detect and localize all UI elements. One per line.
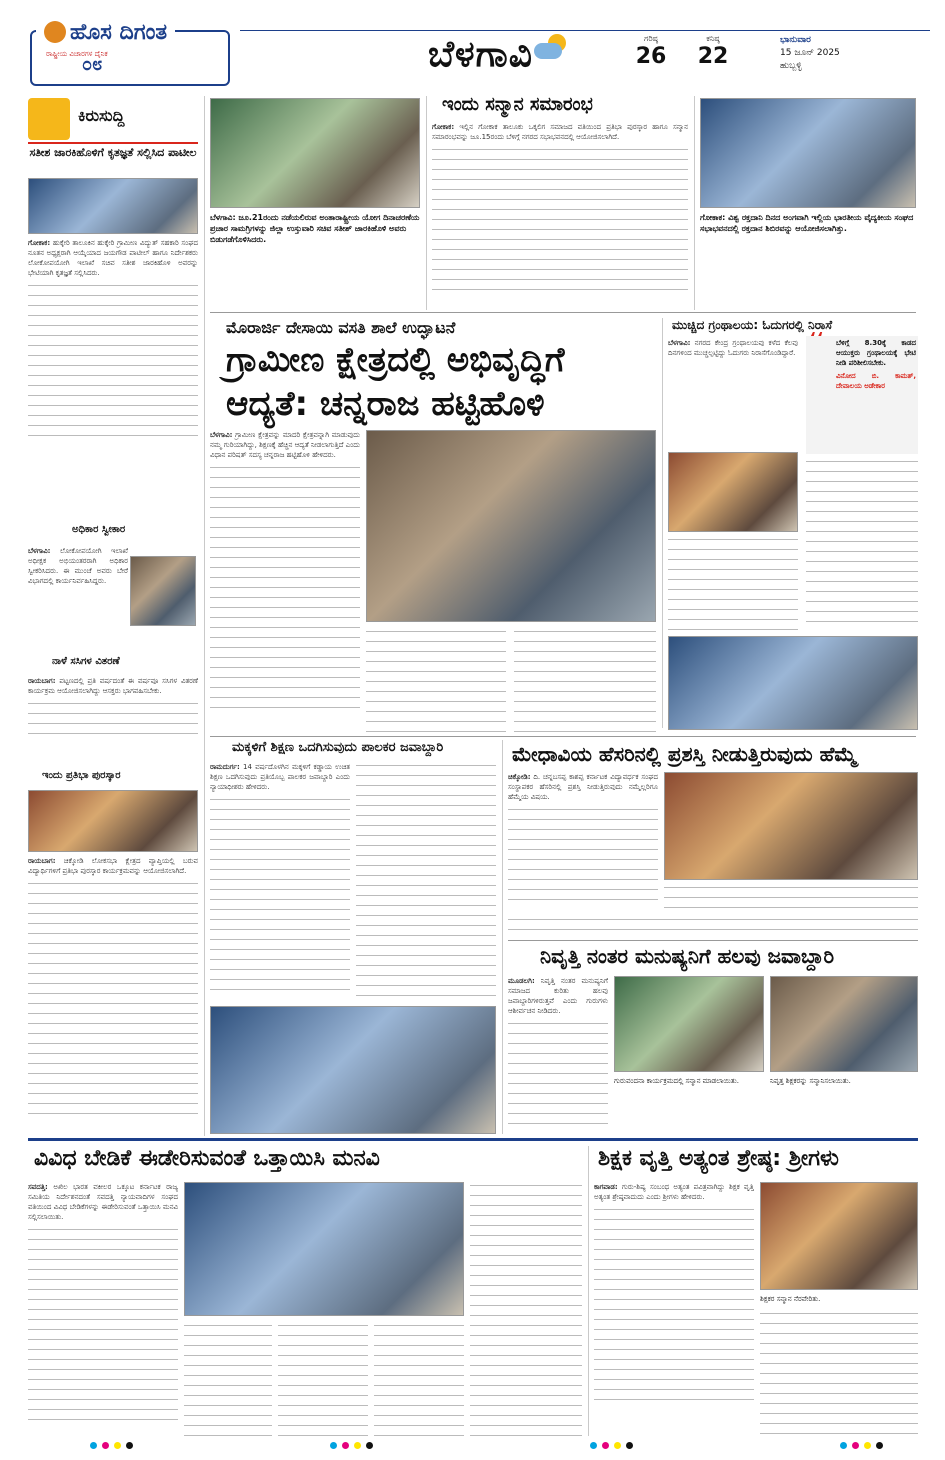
kirusuddi-header: ಕಿರುಸುದ್ದಿ (28, 98, 178, 138)
story4-headline: ಇಂದು ಪ್ರತಿಭಾ ಪುರಸ್ಕಾರ (42, 770, 121, 781)
retire-body-col1: ಮೂಡಲಗಿ: ನಿವೃತ್ತಿ ನಂತರ ಮನುಷ್ಯನಿಗೆ ಸಮಾಜದ ಕುರಿತು ಹಲವು ಜವಾಬ್ದಾರಿಗಳಿರುತ್ತವೆ ಎಂದು ಗುರುಗಳು ಆಶೀರ್ವಚನ ನೀಡಿದರು. (508, 976, 608, 1132)
library-headline: ಮುಚ್ಚಿದ ಗ್ರಂಥಾಲಯ: ಓದುಗರಲ್ಲಿ ನಿರಾಸೆ (672, 318, 833, 332)
lead-headline-1: ಗ್ರಾಮೀಣ ಕ್ಷೇತ್ರದಲ್ಲಿ ಅಭಿವೃದ್ಧಿಗೆ (226, 340, 565, 380)
medhavi-body: ಚಿಕ್ಕೋಡಿ: ದಿ. ಚನ್ನಬಸಪ್ಪ ಕಾಶಪ್ಪ ಕರ್ನಾಟಕ ವಿದ್ಯಾವರ್ಧಕ ಸಂಘದ ಸಂಸ್ಥಾಪಕರ ಹೆಸರಿನಲ್ಲಿ ಪ್ರಶಸ್ತಿ ನೀಡುತ್ತಿರುವುದು ನಮ್ಮೆಲ್ಲರಿಗೂ ಹೆಮ್ಮೆಯ ವಿಷಯ. (508, 772, 658, 912)
education-headline: ಮಕ್ಕಳಿಗೆ ಶಿಕ್ಷಣ ಒದಗಿಸುವುದು ಪಾಲಕರ ಜವಾಬ್ದಾರಿ (232, 740, 444, 755)
demand-photo (184, 1182, 464, 1316)
emblem-icon (44, 21, 66, 43)
demand-body-col1: ಸವದತ್ತಿ: ಅಖಿಲ ಭಾರತ ವಕೀಲರ ಒಕ್ಕೂಟ ಕರ್ನಾಟಕ ರಾಜ್ಯ ಸಮಿತಿಯ ನಿರ್ದೇಶನದಂತೆ ಸವದತ್ತಿ ನ್ಯಾಯವಾದಿಗಳ ಸಂಘದ ವತಿಯಿಂದ ವಿವಿಧ ಬೇಡಿಕೆಗಳನ್ನು ಈಡೇರಿಸುವಂತೆ ಒತ್ತಾಯಿಸಿ ಮನವಿ ಸಲ್ಲಿಸಲಾಯಿತು. (28, 1182, 178, 1436)
teacher-photo (760, 1182, 918, 1290)
story4-photo (28, 790, 198, 852)
story1-body: ಗೋಕಾಕ: ಹುಕ್ಕೇರಿ ತಾಲೂಕಿನ ಹುಕ್ಕೇರಿ ಗ್ರಾಮೀಣ ವಿದ್ಯುತ್ ಸಹಕಾರಿ ಸಂಘದ ನೂತನ ಅಧ್ಯಕ್ಷರಾಗಿ ಆಯ್ಕೆಯಾದ ಜಯಗೌಡ ಪಾಟೀಲ್ ಹಾಗೂ ನಿರ್ದೇಶಕರು ಲೋಕೋಪಯೋಗಿ ಇಲಾಖೆ ಸಚಿವ ಸತೀಶ ಜಾರಕಿಹೊಳಿ ಅವರನ್ನು ಭೇಟಿಯಾಗಿ ಕೃತಜ್ಞತೆ ಸಲ್ಲಿಸಿದರು. (28, 238, 198, 454)
blood-caption: ಗೋಕಾಕ: ವಿಶ್ವ ರಕ್ತದಾನಿ ದಿನದ ಅಂಗವಾಗಿ ಇಲ್ಲಿಯ ಭಾರತೀಯ ವೈದ್ಯಕೀಯ ಸಂಘದ ಸಭಾಭವನದಲ್ಲಿ ರಕ್ತದಾನ ಶಿಬಿರವನ್ನು ಆಯೋಜಿಸಲಾಗಿತ್ತು. (700, 213, 914, 233)
library-body: ಬೆಳಗಾವಿ: ನಗರದ ಕೇಂದ್ರ ಗ್ರಂಥಾಲಯವು ಕಳೆದ ಕೆಲವು ದಿನಗಳಿಂದ ಮುಚ್ಚಲ್ಪಟ್ಟಿದ್ದು ಓದುಗರು ನಿರಾಸೆಗೊಂಡಿದ್ದಾರೆ. (668, 339, 798, 357)
sanmana-headline: ಇಂದು ಸನ್ಮಾನ ಸಮಾರಂಭ (442, 94, 593, 115)
medhavi-photo (664, 772, 918, 880)
hand-icon (28, 98, 70, 140)
teacher-body: ಕಾಗವಾಡ: ಗುರು-ಶಿಷ್ಯ ಸಂಬಂಧ ಅತ್ಯಂತ ಪವಿತ್ರವಾಗಿದ್ದು ಶಿಕ್ಷಕ ವೃತ್ತಿ ಅತ್ಯಂತ ಶ್ರೇಷ್ಠವಾದುದು ಎಂದು ಶ್ರೀಗಳು ಹೇಳಿದರು. (594, 1182, 754, 1436)
brand-name: ಹೊಸ ದಿಗಂತ (70, 19, 168, 45)
story3-headline: ನಾಳೆ ಸಸಿಗಳ ವಿತರಣೆ (52, 656, 120, 667)
edition: ಹುಬ್ಬಳ್ಳಿ (780, 61, 802, 71)
yoga-caption: ಬೆಳಗಾವಿ: ಜೂ.21ರಂದು ನಡೆಯಲಿರುವ ಅಂತಾರಾಷ್ಟ್ರೀಯ ಯೋಗ ದಿನಾಚರಣೆಯ ಪ್ರಚಾರ ಸಾಮಗ್ರಿಗಳನ್ನು ಜಿಲ್ಲಾ ಉಸ್ತುವಾರಿ ಸಚಿವ ಸತೀಶ್ ಜಾರಕಿಹೊಳಿ ಅವರು ಬಿಡುಗಡೆಗೊಳಿಸಿದರು. (210, 213, 420, 244)
demand-headline: ವಿವಿಧ ಬೇಡಿಕೆ ಈಡೇರಿಸುವಂತೆ ಒತ್ತಾಯಿಸಿ ಮನವಿ (34, 1146, 380, 1171)
page-number: ೦೮ (82, 54, 103, 75)
library-photo (668, 452, 798, 532)
retire-photo-2 (770, 976, 918, 1072)
print-registration-marks (90, 1442, 133, 1449)
brand-logo (30, 19, 230, 86)
sanmana-body: ಗೋಕಾಕ: ಇಲ್ಲಿನ ಗೋಕಾಕ ತಾಲೂಕು ಒಕ್ಕಲಿಗ ಸಮಾಜದ ವತಿಯಿಂದ ಪ್ರತಿಭಾ ಪುರಸ್ಕಾರ ಹಾಗೂ ಸನ್ಮಾನ ಸಮಾರಂಭವನ್ನು ಜೂ.15ರಂದು ಬೆಳಿಗ್ಗೆ ನಗರದ ಸಭಾಭವನದಲ್ಲಿ ಆಯೋಜಿಸಲಾಗಿದೆ. (432, 122, 688, 308)
blood-donation-photo (700, 98, 916, 208)
lead-body-col1: ಬೆಳಗಾವಿ: ಗ್ರಾಮೀಣ ಕ್ಷೇತ್ರವನ್ನು ಮಾದರಿ ಕ್ಷೇತ್ರವನ್ನಾಗಿ ಮಾಡುವುದು ನಮ್ಮ ಗುರಿಯಾಗಿದ್ದು, ಶಿಕ್ಷಣಕ್ಕೆ ಹೆಚ್ಚಿನ ಆದ್ಯತೆ ನೀಡಲಾಗುತ್ತಿದೆ ಎಂದು ವಿಧಾನ ಪರಿಷತ್ ಸದಸ್ಯ ಚನ್ನರಾಜ ಹಟ್ಟಿಹೊಳಿ ಹೇಳಿದರು. (210, 430, 360, 730)
story1-headline: ಸತೀಶ ಜಾರಕಿಹೊಳಿಗೆ ಕೃತಜ್ಞತೆ ಸಲ್ಲಿಸಿದ ಪಾಟೀಲ (29, 146, 197, 159)
lead-body-col2 (366, 628, 506, 732)
retire-headline: ನಿವೃತ್ತಿ ನಂತರ ಮನುಷ್ಯನಿಗೆ ಹಲವು ಜವಾಬ್ದಾರಿ (540, 944, 835, 968)
masthead-rule (240, 30, 930, 31)
temp-max: ಗರಿಷ್ಠ 26 (635, 34, 667, 69)
city-title: ಬೆಳಗಾವಿ (428, 34, 533, 75)
story2-headline: ಅಧಿಕಾರ ಸ್ವೀಕಾರ (72, 524, 126, 535)
date-block (780, 34, 920, 73)
teacher-headline: ಶಿಕ್ಷಕ ವೃತ್ತಿ ಅತ್ಯಂತ ಶ್ರೇಷ್ಠ: ಶ್ರೀಗಳು (598, 1146, 839, 1171)
education-body-col2 (356, 762, 496, 1000)
story2-body: ಬೆಳಗಾವಿ: ಲೋಕೋಪಯೋಗಿ ಇಲಾಖೆ ಅಧೀಕ್ಷಕ ಅಭಿಯಂತರರಾಗಿ ಅಧಿಕಾರ ಸ್ವೀಕರಿಸಿದರು. ಈ ಮುಂಚೆ ಅವರು ಬೇರೆ ವಿಭಾಗದಲ್ಲಿ ಕಾರ್ಯನಿರ್ವಹಿಸಿದ್ದರು. (28, 547, 128, 585)
education-photo (210, 1006, 496, 1134)
lead-photo (366, 430, 656, 622)
masthead (0, 0, 945, 92)
teacher-caption: ಶಿಕ್ಷಕರ ಸನ್ಮಾನ ನೆರವೇರಿತು. (760, 1295, 821, 1303)
lead-body-col3 (514, 628, 656, 732)
retire-photo-1 (614, 976, 764, 1072)
lead-headline-2: ಆದ್ಯತೆ: ಚನ್ನರಾಜ ಹಟ್ಟಿಹೊಳಿ (226, 384, 545, 424)
story1-photo (28, 178, 198, 234)
story2-portrait (130, 556, 196, 626)
brand-tagline: ರಾಷ್ಟ್ರೀಯ ವಿಚಾರಗಳ ದೈನಿಕ (46, 50, 108, 58)
date: 15 ಜೂನ್ 2025 (780, 48, 840, 58)
story3-body: ರಾಯಬಾಗ: ಪಟ್ಟಣದಲ್ಲಿ ಪ್ರತಿ ವರ್ಷದಂತೆ ಈ ವರ್ಷವೂ ಸಸಿಗಳ ವಿತರಣೆ ಕಾರ್ಯಕ್ರಮ ಆಯೋಜಿಸಲಾಗಿದ್ದು ಆಸಕ್ತರು ಭಾಗವಹಿಸಬೇಕು. (28, 676, 198, 760)
medhavi-headline: ಮೇಧಾವಿಯ ಹೆಸರಿನಲ್ಲಿ ಪ್ರಶಸ್ತಿ ನೀಡುತ್ತಿರುವುದು ಹೆಮ್ಮೆ (512, 742, 857, 766)
day: ಭಾನುವಾರ (780, 35, 811, 45)
temp-min: ಕನಿಷ್ಠ 22 (697, 34, 729, 69)
award-photo (668, 636, 918, 730)
retire-caption-1: ಗುರುವಂದನಾ ಕಾರ್ಯಕ್ರಮದಲ್ಲಿ ಸನ್ಮಾನ ಮಾಡಲಾಯಿತು. (614, 1077, 739, 1085)
library-quote: ಬೆಳಿಗ್ಗೆ 8.30ಕ್ಕೆ ಕಾಡದ ಆಯುಕ್ತರು ಗ್ರಂಥಾಲಯಕ್ಕೆ ಭೇಟಿ ನೀಡಿ ಪರಿಶೀಲಿಸಬೇಕು. ವಿನೋದ ಬಿ. ಕಾಮತ್, ದೇವಾಲಯ ಅಡೇಕಾರ (806, 336, 918, 454)
story4-body: ರಾಯಬಾಗ: ಚಿಕ್ಕೋಡಿ ಲೋಕಸಭಾ ಕ್ಷೇತ್ರದ ವ್ಯಾಪ್ತಿಯಲ್ಲಿ ಬರುವ ವಿದ್ಯಾರ್ಥಿಗಳಿಗೆ ಪ್ರತಿಭಾ ಪುರಸ್ಕಾರ ಕಾರ್ಯಕ್ರಮವನ್ನು ಆಯೋಜಿಸಲಾಗಿದೆ. (28, 856, 198, 1134)
weather-icon (534, 34, 564, 62)
lead-kicker: ಮೊರಾರ್ಜಿ ದೇಸಾಯಿ ವಸತಿ ಶಾಲೆ ಉದ್ಘಾಟನೆ (226, 318, 456, 337)
yoga-photo (210, 98, 420, 208)
education-body-col1: ರಾಮದುರ್ಗ: 14 ವರ್ಷದೊಳಗಿನ ಮಕ್ಕಳಿಗೆ ಕಡ್ಡಾಯ ಉಚಿತ ಶಿಕ್ಷಣ ಒದಗಿಸುವುದು ಪ್ರತಿಯೊಬ್ಬ ಪಾಲಕರ ಜವಾಬ್ದಾರಿ ಎಂದು ನ್ಯಾಯಾಧೀಶರು ಹೇಳಿದರು. (210, 762, 350, 1000)
retire-caption-2: ನಿವೃತ್ತ ಶಿಕ್ಷಕರನ್ನು ಸನ್ಮಾನಿಸಲಾಯಿತು. (770, 1077, 851, 1085)
